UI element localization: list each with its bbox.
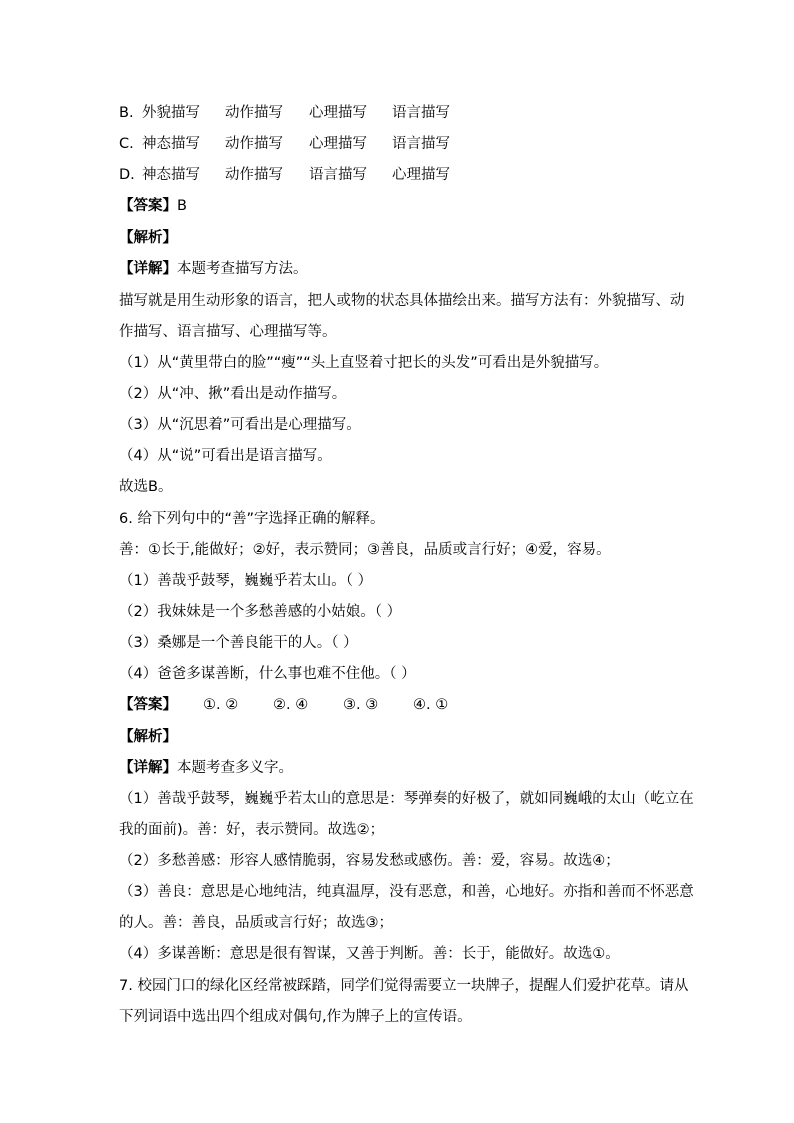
q7-line: 下列词语中选出四个组成对偶句,作为牌子上的宣传语。 (119, 1009, 472, 1025)
q5-answer (119, 196, 187, 216)
q6-explanation-line: （1）善哉乎鼓琴，巍巍乎若太山的意思是：琴弹奏的好极了，就如同巍峨的太山（屹立在 (119, 791, 694, 807)
option-item: 心理描写 (309, 105, 367, 121)
answer-item: ④. ① (413, 697, 449, 713)
q6-title: 6. 给下列句中的“善”字选择正确的解释。 (119, 511, 385, 527)
option-item: 神态描写 (142, 136, 200, 152)
q7-line: 7. 校园门口的绿化区经常被踩踏，同学们觉得需要立一块牌子，提醒人们爱护花草。请从 (119, 978, 689, 994)
answer-tag: 【答案】 (119, 697, 177, 713)
option-item: 动作描写 (225, 105, 283, 121)
q5-conclusion: 故选B。 (119, 479, 173, 495)
option-c-row (119, 134, 450, 154)
option-item: 语言描写 (309, 167, 367, 183)
option-b-row (119, 103, 450, 123)
option-item: 语言描写 (392, 105, 450, 121)
option-d-row (119, 165, 450, 185)
option-item: 外貌描写 (142, 105, 200, 121)
q6-explanation-line: （2）多愁善感：形容人感情脆弱，容易发愁或感伤。善：爱，容易。故选④； (119, 853, 620, 869)
q5-point: （2）从“冲、揪”看出是动作描写。 (119, 386, 347, 402)
q5-point: （3）从“沉思着”可看出是心理描写。 (119, 417, 361, 433)
option-item: 动作描写 (225, 136, 283, 152)
detail-text: 本题考查描写方法。 (177, 261, 308, 277)
answer-item: ②. ④ (273, 697, 309, 713)
q6-explanation-line: 的人。善：善良，品质或言行好；故选③； (119, 915, 393, 931)
q5-analysis-tag: 【解析】 (119, 230, 177, 246)
option-item: 语言描写 (392, 136, 450, 152)
answer-item: ③. ③ (343, 697, 379, 713)
detail-tag: 【详解】 (119, 760, 177, 776)
q5-detail (119, 259, 308, 279)
detail-text: 本题考查多义字。 (177, 760, 293, 776)
option-item: 心理描写 (309, 136, 367, 152)
q6-sentence: （2）我妹妹是一个多愁善感的小姑娘。（ ） (119, 604, 402, 620)
q6-analysis-tag: 【解析】 (119, 729, 177, 745)
option-label: D. (119, 167, 135, 183)
q5-point: （1）从“黄里带白的脸”“瘦”“头上直竖着寸把长的头发”可看出是外貌描写。 (119, 355, 609, 371)
option-item: 心理描写 (392, 167, 450, 183)
answer-value: B (177, 198, 187, 214)
answer-item: ①. ② (203, 697, 239, 713)
option-item: 神态描写 (142, 167, 200, 183)
q6-definitions: 善：①长于,能做好；②好，表示赞同；③善良，品质或言行好；④爱，容易。 (119, 542, 611, 558)
answer-tag: 【答案】 (119, 198, 177, 214)
detail-tag: 【详解】 (119, 261, 177, 277)
q6-explanation-line: （4）多谋善断：意思是很有智谋，又善于判断。善：长于，能做好。故选①。 (119, 946, 620, 962)
option-label: C. (119, 136, 134, 152)
q5-para-line: 描写就是用生动形象的语言，把人或物的状态具体描绘出来。描写方法有：外貌描写、动 (119, 293, 685, 309)
q6-detail (119, 758, 293, 778)
q6-sentence: （1）善哉乎鼓琴，巍巍乎若太山。（ ） (119, 573, 373, 589)
q6-answer (119, 695, 449, 715)
option-label: B. (119, 105, 134, 121)
q5-point: （4）从“说”可看出是语言描写。 (119, 448, 332, 464)
q6-explanation-line: 我的面前)。善：好，表示赞同。故选②； (119, 822, 385, 838)
q6-explanation-line: （3）善良：意思是心地纯洁，纯真温厚，没有恶意，和善，心地好。亦指和善而不怀恶意 (119, 884, 694, 900)
q5-para-line: 作描写、语言描写、心理描写等。 (119, 324, 337, 340)
q6-sentence: （4）爸爸多谋善断，什么事也难不住他。（ ） (119, 666, 416, 682)
q6-sentence: （3）桑娜是一个善良能干的人。（ ） (119, 635, 358, 651)
option-item: 动作描写 (225, 167, 283, 183)
